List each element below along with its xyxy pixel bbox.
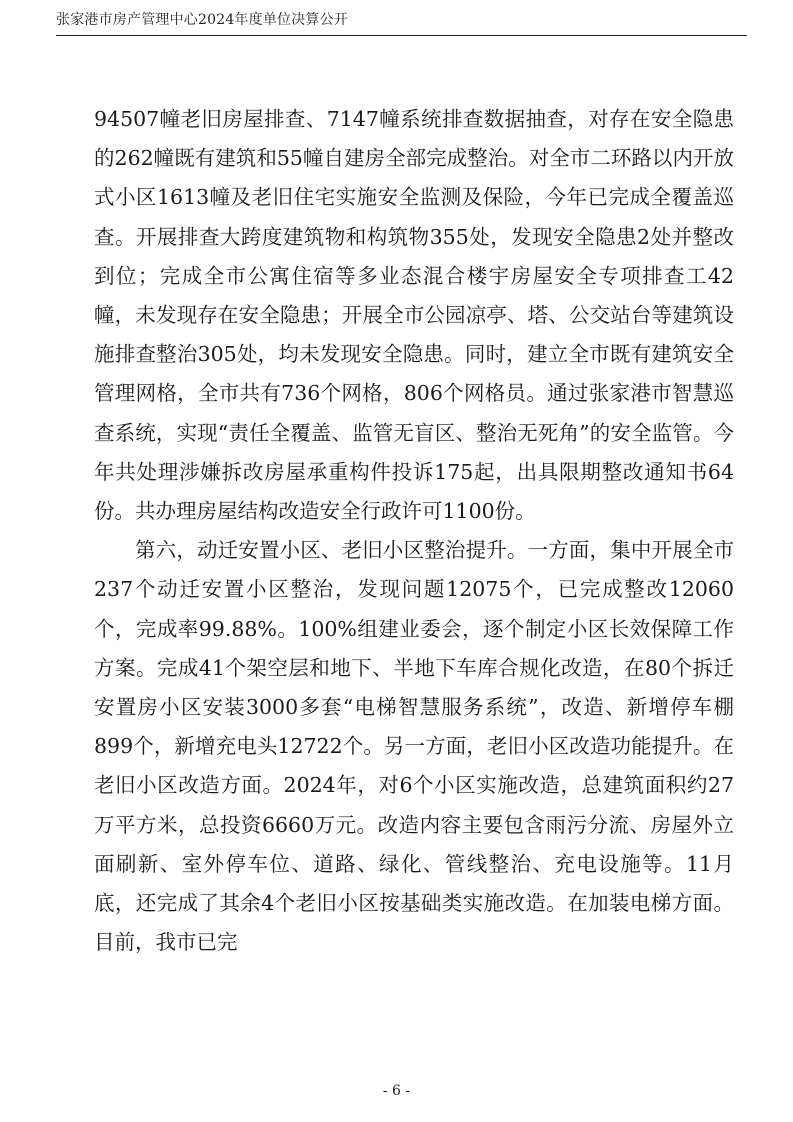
paragraph-continuation: 94507幢老旧房屋排查、7147幢系统排查数据抽查，对存在安全隐患的262幢既有建筑和55幢自建房全部完成整治。对全市二环路以内开放式小区1613幢及老旧住宅实施安全监测及保险，今年已完成全覆盖巡查。开展排查大跨度建筑物和构筑物355处，发现安全隐患2处并整改到位；完成全市公寓住宿等多业态混合楼宇房屋安全专项排查工42幢，未发现存在安全隐患；开展全市公园凉亭、塔、公交站台等建筑设施排查整治305处，均未发现安全隐患。同时，建立全市既有建筑安全管理网格，全市共有736个网格，806个网格员。通过张家港市智慧巡查系统，实现“责任全覆盖、监管无盲区、整治无死角”的安全监管。今年共处理涉嫌拆改房屋承重构件投诉175起，出具限期整改通知书64份。共办理房屋结构改造安全行政许可1100份。 bbox=[94, 107, 734, 524]
document-body bbox=[94, 100, 734, 962]
page-number: - 6 - bbox=[382, 1083, 411, 1099]
header-divider bbox=[56, 35, 747, 36]
page-header-title: 张家港市房产管理中心2024年度单位决算公开 bbox=[56, 12, 349, 28]
paragraph-sixth-item: 第六，动迁安置小区、老旧小区整治提升。一方面，集中开展全市237个动迁安置小区整治，发现问题12075个，已完成整改12060个，完成率99.88%。100%组建业委会，逐个制定小区长效保障工作方案。完成41个架空层和地下、半地下车库合规化改造，在80个拆迁安置房小区安装3000多套“电梯智慧服务系统”，改造、新增停车棚899个，新增充电头12722个。另一方面，老旧小区改造功能提升。在老旧小区改造方面。2024年，对6个小区实施改造，总建筑面积约27万平方米，总投资6660万元。改造内容主要包含雨污分流、房屋外立面刷新、室外停车位、道路、绿化、管线整治、充电设施等。11月底，还完成了其余4个老旧小区按基础类实施改造。在加装电梯方面。目前，我市已完 bbox=[94, 538, 734, 955]
